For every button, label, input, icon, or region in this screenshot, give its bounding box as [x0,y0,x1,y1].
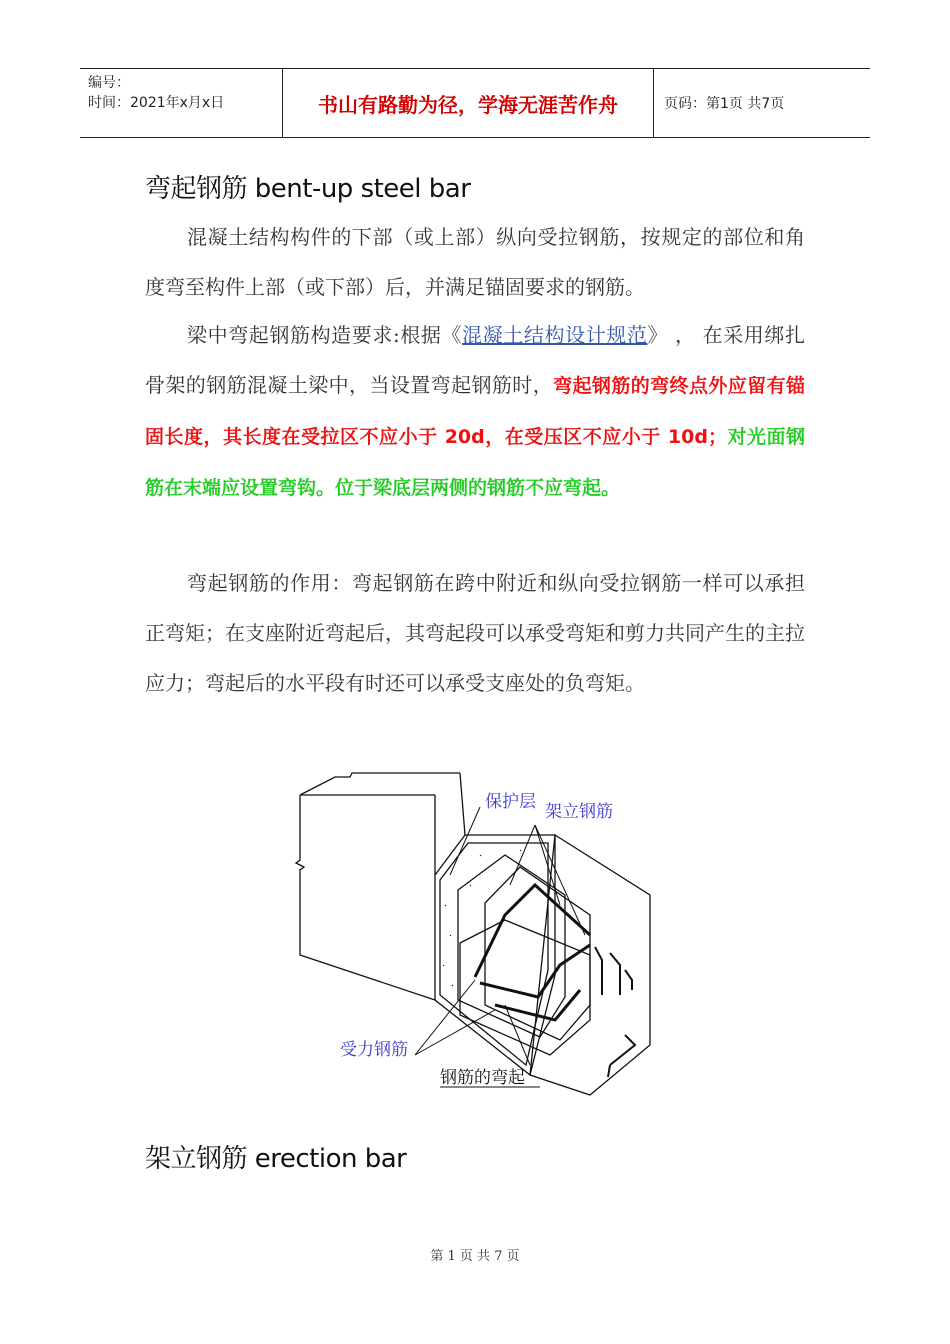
label-erection-bar: 架立钢筋 [545,802,613,822]
leader-erection [510,825,535,885]
req-prefix: 梁中弯起钢筋构造要求:根据《 [187,323,463,347]
req-green-text: 对光面钢筋在末端应设置弯钩。位于梁底层两侧的钢筋不应弯起。 [145,426,805,499]
beam-left-end [296,795,435,1000]
header-page-code: 页码：第1页 共7页 [664,96,785,112]
label-main-bar: 受力钢筋 [340,1040,408,1060]
header-motto: 书山有路勤为径，学海无涯苦作舟 [282,69,654,137]
paragraph-definition: 混凝土结构构件的下部（或上部）纵向受拉钢筋，按规定的部位和角度弯至构件上部（或下部）后，并满足锚固要求的钢筋。 [145,225,805,299]
req-after-link: 》 ， 在采用绑扎骨架的钢筋混凝土梁中，当设置弯起钢筋时， [145,323,805,397]
beam-reinforcement-figure [290,765,670,1100]
beam-top-back-edge [300,773,460,795]
page-footer: 第 1 页 共 7 页 [430,1249,520,1264]
header-time: 时间：2021年x月x日 [88,95,225,111]
label-bent-bar: 钢筋的弯起 [440,1068,525,1088]
section-title-bent-up: 弯起钢筋 bent-up steel bar [145,174,471,204]
page-header [80,68,870,138]
leader-cover [450,807,480,875]
header-number: 编号： [88,75,130,91]
beam-drawing [290,765,670,1100]
code-link[interactable]: 混凝土结构设计规范 [462,323,648,347]
label-cover: 保护层 [485,792,536,812]
req-red-text: 弯起钢筋的弯终点外应留有锚固长度，其长度在受拉区不应小于 20d，在受压区不应小于 10d； [145,375,805,448]
paragraph-requirements [145,310,805,513]
paragraph-function: 弯起钢筋的作用：弯起钢筋在跨中附近和纵向受拉钢筋一样可以承担正弯矩；在支座附近弯起后，其弯起段可以承受弯矩和剪力共同产生的主拉应力；弯起后的水平段有时还可以承受支座处的负弯矩。 [145,571,805,695]
section-title-erection: 架立钢筋 erection bar [145,1144,407,1174]
header-meta [80,69,282,137]
